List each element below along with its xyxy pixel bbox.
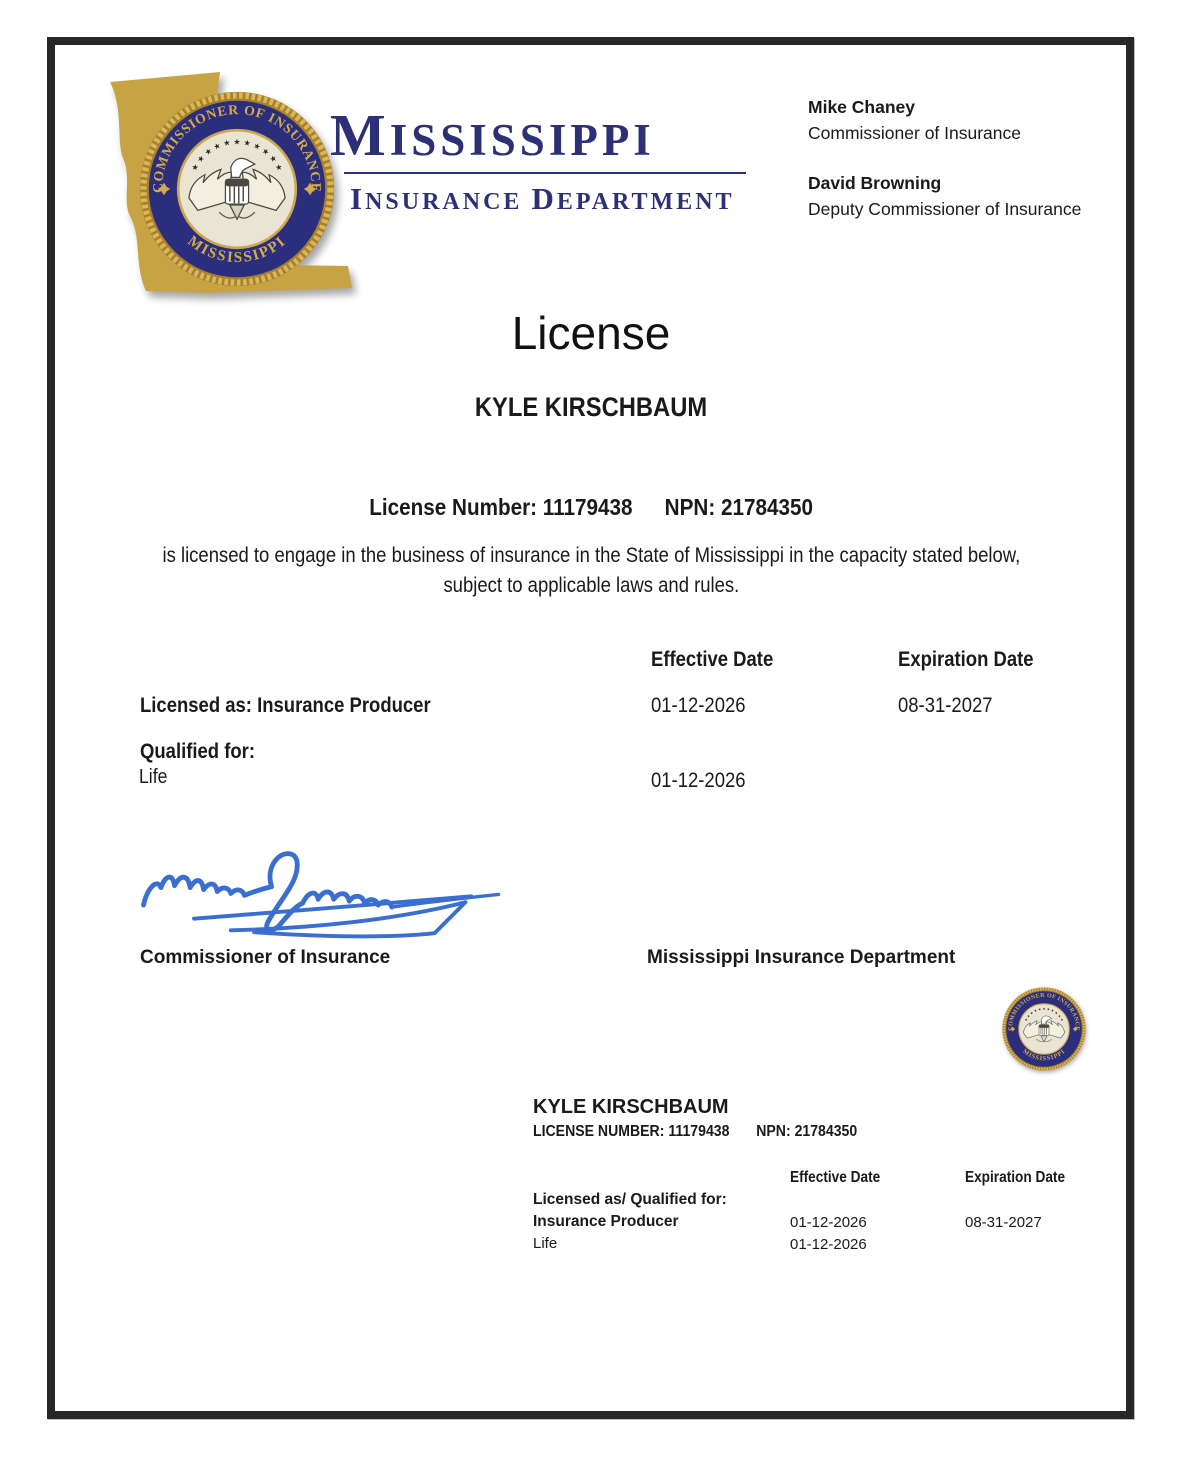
qualification-effective-date: 01-12-2026 (651, 769, 746, 792)
license-number-value: 11179438 (542, 494, 633, 520)
commissioner-name: Mike Chaney (808, 97, 915, 117)
card-licensed-label: Licensed as/ Qualified for: (533, 1191, 727, 1208)
licensee-name: KYLE KIRSCHBAUM (474, 392, 708, 422)
npn-value: 21784350 (720, 494, 813, 520)
card-license-number-line (533, 1123, 901, 1141)
card-license-number-label: LICENSE NUMBER: (533, 1123, 665, 1140)
qualification-value: Life (139, 766, 168, 788)
card-line1-effective: 01-12-2026 (790, 1214, 867, 1231)
deputy-title: Deputy Commissioner of Insurance (808, 199, 1082, 219)
card-license-number-value: 11179438 (668, 1123, 730, 1140)
signature-image (133, 843, 511, 940)
officials-block (808, 94, 1081, 222)
brand-title-rest: ISSISSIPPI (389, 115, 655, 165)
license-number-line (0, 494, 1182, 521)
card-line1-label: Insurance Producer (533, 1213, 679, 1230)
commissioner-title: Commissioner of Insurance (808, 123, 1021, 143)
signature-caption: Commissioner of Insurance (140, 947, 391, 968)
deputy-name: David Browning (808, 173, 942, 193)
license-body-text (0, 541, 1182, 601)
small-seal (1002, 987, 1086, 1071)
card-effective-header: Effective Date (790, 1169, 881, 1186)
licensed-effective-date: 01-12-2026 (651, 694, 746, 717)
card-line2-effective: 01-12-2026 (790, 1236, 867, 1253)
card-expiration-header: Expiration Date (965, 1169, 1066, 1186)
mississippi-state-logo (96, 60, 356, 300)
card-holder-name: KYLE KIRSCHBAUM (533, 1096, 729, 1118)
qualified-for-label: Qualified for: (140, 740, 255, 763)
brand-title-initial: M (330, 102, 390, 168)
license-number-label: License Number: (369, 494, 537, 520)
brand-sub-rest-1: NSURANCE (365, 188, 523, 215)
expiration-date-header: Expiration Date (898, 648, 1034, 671)
brand-title (330, 102, 780, 170)
brand-sub-initial-1: I (350, 180, 366, 216)
body-line-2: subject to applicable laws and rules. (443, 574, 739, 597)
brand-wordmark (330, 102, 780, 217)
brand-sub-rest-2: EPARTMENT (556, 188, 735, 215)
card-npn-value: 21784350 (794, 1123, 858, 1140)
card-line2-label: Life (533, 1235, 558, 1252)
licensed-as-label: Licensed as: Insurance Producer (140, 694, 431, 717)
brand-sub-initial-2: D (531, 180, 557, 216)
brand-subtitle (350, 181, 780, 217)
npn-label: NPN: (664, 494, 716, 520)
effective-date-header: Effective Date (651, 648, 774, 671)
card-npn-label: NPN: (756, 1123, 791, 1140)
card-line1-expiration: 08-31-2027 (965, 1214, 1042, 1231)
department-caption: Mississippi Insurance Department (647, 947, 956, 968)
brand-underline (344, 172, 746, 174)
licensed-expiration-date: 08-31-2027 (898, 694, 993, 717)
body-line-1: is licensed to engage in the business of insurance in the State of Mississippi in the capacity stated below, (162, 544, 1020, 567)
document-title: License (511, 307, 671, 359)
